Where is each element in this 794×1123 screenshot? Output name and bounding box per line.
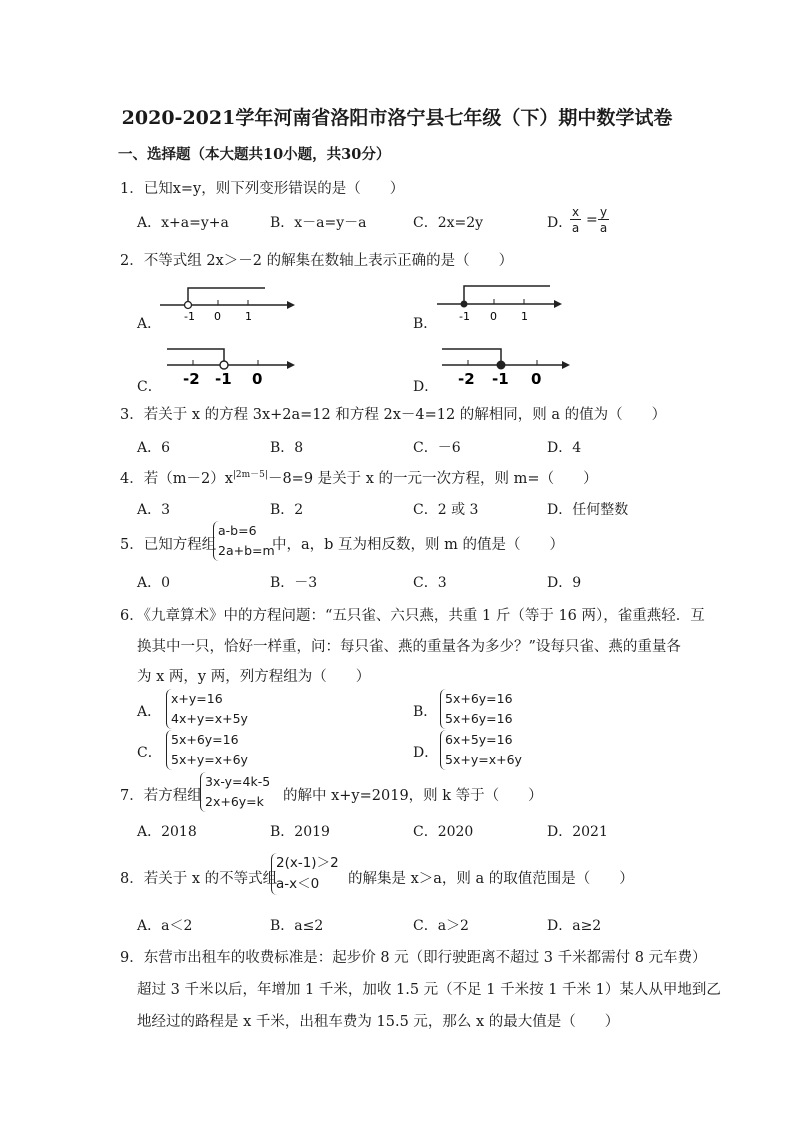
- tick-label: -1: [215, 370, 232, 387]
- question-6-line-2: 换其中一只，恰好一样重，问：每只雀、燕的重量各为多少？”设每只雀、燕的重量各: [137, 639, 681, 655]
- q1-option-d[interactable]: D．: [547, 215, 573, 231]
- number-line-b: [432, 280, 562, 322]
- q8-option-c[interactable]: C．a＞2: [413, 918, 469, 934]
- q5-option-c[interactable]: C．3: [413, 575, 447, 591]
- q5-option-d[interactable]: D．9: [547, 575, 582, 591]
- q6-option-a[interactable]: A．: [137, 704, 162, 720]
- question-9-line-3: 地经过的路程是 x 千米，出租车费为 15.5 元，那么 x 的最大值是（ ）: [137, 1014, 620, 1030]
- q6-option-b-system: 5x+6y=16 5x+6y=16: [440, 689, 513, 729]
- question-4-stem: 4．若$(m-2)x^{|2m-5|}-8=9$ 是关于 x 的一元一次方程，则 m=（ ）: [120, 470, 598, 487]
- q6-option-c[interactable]: C．: [137, 745, 162, 761]
- q7-option-a[interactable]: A．2018: [137, 824, 197, 840]
- q4-option-a[interactable]: A．3: [137, 502, 171, 518]
- q4-option-d[interactable]: D．任何整数: [547, 502, 629, 518]
- tick-label: -1: [184, 310, 195, 322]
- tick-label: 1: [245, 310, 252, 322]
- q2-option-c[interactable]: C．: [137, 379, 162, 395]
- tick-label: -1: [492, 370, 509, 387]
- q7-option-d[interactable]: D．2021: [547, 824, 608, 840]
- question-2-stem: 2．不等式组 2x＞－2 的解集在数轴上表示正确的是（ ）: [120, 253, 514, 269]
- q7-equation-system: 3x-y=4k-5 2x+6y=k: [200, 772, 270, 812]
- tick-label: -2: [458, 370, 475, 387]
- question-8-stem-pre: 8．若关于 x 的不等式组: [120, 871, 278, 887]
- q5-option-a[interactable]: A．0: [137, 575, 171, 591]
- number-line-c: [165, 343, 295, 387]
- q5-option-b[interactable]: B．－3: [270, 575, 318, 591]
- question-3-stem: 3．若关于 x 的方程 3x+2a=12 和方程 2x－4=12 的解相同，则 a 的值为（ ）: [120, 407, 667, 423]
- q6-option-d[interactable]: D．: [413, 745, 439, 761]
- q1-option-a[interactable]: A．x+a=y+a: [137, 215, 229, 231]
- tick-label: 0: [531, 370, 542, 387]
- question-5-stem-pre: 5．已知方程组: [120, 537, 217, 553]
- q3-option-d[interactable]: D．4: [547, 440, 582, 456]
- tick-label: 0: [252, 370, 263, 387]
- tick-label: 0: [214, 310, 221, 322]
- q5-equation-system: a-b=6 2a+b=m: [213, 521, 275, 561]
- question-6-line-1: 6．《九章算术》中的方程问题：“五只雀、六只燕，共重 1 斤（等于 16 两），雀重燕轻．互: [120, 608, 705, 624]
- tick-label: 1: [521, 310, 528, 322]
- q3-option-c[interactable]: C．－6: [413, 440, 461, 456]
- question-7-stem-pre: 7．若方程组: [120, 788, 202, 804]
- q6-option-c-system: 5x+6y=16 5x+y=x+6y: [166, 730, 248, 770]
- q1-fraction-y-over-a: $\frac{y}{a}$: [599, 205, 608, 235]
- question-9-line-2: 超过 3 千米以后，年增加 1 千米，加收 1.5 元（不足 1 千米按 1 千米 1）某人从甲地到乙: [137, 982, 721, 998]
- tick-label: 0: [490, 310, 497, 322]
- number-line-d: [440, 343, 570, 387]
- number-line-a: [155, 282, 295, 322]
- q4-option-c[interactable]: C．2 或 3: [413, 502, 479, 518]
- q6-option-b[interactable]: B．: [413, 704, 438, 720]
- q1-fraction-x-over-a: $\frac{x}{a}$: [571, 205, 580, 235]
- q1-option-c[interactable]: C．2x=2y: [413, 215, 484, 231]
- q8-option-b[interactable]: B．a≤2: [270, 918, 324, 934]
- q2-option-a[interactable]: A．: [137, 316, 162, 332]
- question-6-line-3: 为 x 两，y 两，列方程组为（ ）: [137, 669, 371, 685]
- q7-option-b[interactable]: B．2019: [270, 824, 330, 840]
- question-5-stem-post: 中，a，b 互为相反数，则 m 的值是（ ）: [272, 537, 565, 553]
- q1-option-b[interactable]: B．x－a=y－a: [270, 215, 367, 231]
- q8-option-a[interactable]: A．a＜2: [137, 918, 193, 934]
- q8-option-d[interactable]: D．a≥2: [547, 918, 602, 934]
- q7-option-c[interactable]: C．2020: [413, 824, 474, 840]
- question-8-stem-post: 的解集是 x＞a，则 a 的取值范围是（ ）: [348, 871, 634, 887]
- tick-label: -1: [459, 310, 470, 322]
- question-7-stem-post: 的解中 x+y=2019，则 k 等于（ ）: [283, 788, 543, 804]
- q2-option-b[interactable]: B．: [413, 316, 438, 332]
- q3-option-b[interactable]: B．8: [270, 440, 304, 456]
- section-heading: 一、选择题（本大题共10小题，共30分）: [118, 146, 391, 163]
- q6-option-d-system: 6x+5y=16 5x+y=x+6y: [440, 730, 522, 770]
- q3-option-a[interactable]: A．6: [137, 440, 171, 456]
- tick-label: -2: [183, 370, 200, 387]
- q2-option-d[interactable]: D．: [413, 379, 439, 395]
- q8-inequality-system: 2(x-1)＞2 a-x＜0: [271, 853, 339, 895]
- question-1-stem: 1．已知x=y，则下列变形错误的是（ ）: [120, 181, 405, 197]
- q6-option-a-system: x+y=16 4x+y=x+5y: [166, 689, 248, 729]
- q4-option-b[interactable]: B．2: [270, 502, 304, 518]
- question-9-line-1: 9．东营市出租车的收费标准是：起步价 8 元（即行驶距离不超过 3 千米都需付 8 元车费）: [120, 950, 707, 966]
- q1-equals: =: [586, 212, 598, 228]
- page-title: 2020-2021学年河南省洛阳市洛宁县七年级（下）期中数学试卷: [121, 107, 673, 129]
